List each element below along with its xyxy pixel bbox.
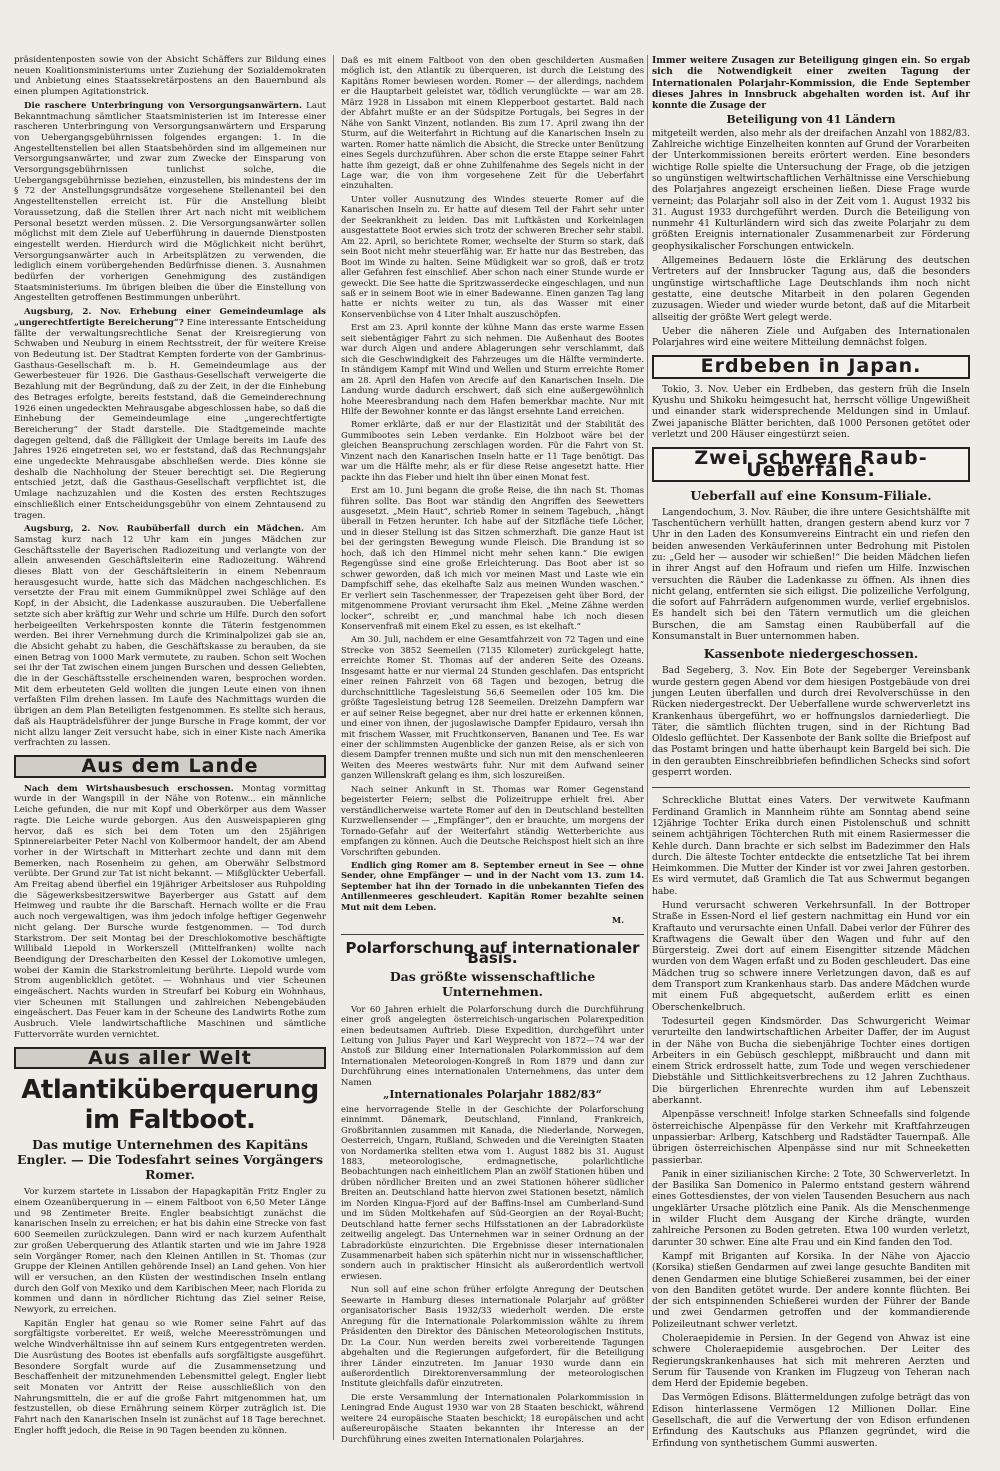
article-lead: Augsburg, 2. Nov. Erhebung einer Gemeindeumlage als „ungerechtfertigte Bereicherung“? (14, 307, 326, 328)
article-paragraph (14, 101, 326, 304)
inline-heading: Beteiligung von 41 Ländern (726, 113, 896, 127)
article-paragraph: Ueber die näheren Ziele und Aufgaben des Internationalen Polarjahres wird eine weitere Mitteilung demnächst folgen. (652, 326, 970, 349)
article-lead: Augsburg, 2. Nov. Raubüberfall durch ein Mädchen. (24, 524, 305, 535)
article-subheadline: Kassenbote niedergeschossen. (703, 646, 919, 662)
article-paragraph: Todesurteil gegen Kindsmörder. Das Schwurgericht Weimar verurteilte den landwirtschaftlichen Arbeiter Daffer, der im August in der Nähe von Bucha die siebenjährige Tochter eines dortigen Arbeiters in ein Gebüsch geschleppt, mißbraucht und dann mit einem Strick erdrosselt hatte, zum Tode und wegen verschiedener Diebstähle und Sittlichkeitsverbrechens zu 12 Jahren Zuchthaus. Die bürgerlichen Ehrenrechte wurden ihm auf Lebenszeit aberkannt. (652, 1016, 970, 1107)
article-paragraph: Romer erklärte, daß er nur der Elastizität und der Stabilität des Gummibootes sein Leben verdanke. Ein Holzboot wäre bei der gleichen Beanspruchung zerschlagen worden. Für die Fahrt von St. Vinzent nach den Kanarischen Inseln hatte er 11 Tage benötigt. Das war um die Hälfte mehr, als er für diese Reise angesetzt hatte. Hier packte ihn das Fieber und hielt ihn über einen Monat fest. (341, 419, 644, 482)
column-left (14, 55, 326, 1439)
article-lead: Nach dem Wirtshausbesuch erschossen. (24, 783, 234, 794)
column-middle (341, 55, 644, 1447)
article-paragraph: Erst am 23. April konnte der kühne Mann das erste warme Essen seit siebentägiger Fahrt zu sich nehmen. Die Außenhaut des Bootes war durch Algen und andere Ablagerungen sehr verschlammt, daß sich die Geschwindigkeit des Fahrzeuges um die Hälfte verminderte. In ständigem Kampf mit Wind und Wellen und Sturm erreichte Romer am 28. April den Hafen von Arecife auf den Kanarischen Inseln. Die Landung wurde dadurch erschwert, daß sich eine außergewöhnlich hohe Meeresbrandung nach dem Hafen bemerkbar machte. Nur mit Hilfe der Bewohner konnte er das längst ersehnte Land erreichen. (341, 322, 644, 416)
article-paragraph: Immer weitere Zusagen zur Beteiligung gingen ein. So ergab sich die Notwendigkeit einer zweiten Tagung der Internationalen Polarjahr-Kommission, die Ende September dieses Jahres in Innsbruck abgehalten worden ist. Auf ihr konnte die Zusage der (652, 55, 970, 112)
column-divider (333, 55, 334, 1440)
inline-heading: „Internationales Polarjahr 1882/83“ (383, 1088, 602, 1102)
article-paragraph: Hund verursacht schweren Verkehrsunfall. In der Bottroper Straße in Essen-Nord el lief gestern nachmittag ein Hund vor ein Kraftauto und verursachte einen Unfall. Dabei verlor der Führer des Kraftwagens die Gewalt über den Wagen und fuhr auf den Bürgersteig. Zwei dort auf einem Eisengitter sitzende Mädchen wurden von dem Wagen erfaßt und zu Boden geschleudert. Das eine Mädchen trug so schwere innere Verletzungen davon, daß es auf dem Transport zum Krankenhaus starb. Das andere Mädchen wurde mit einem Fuß abgequetscht, außerdem erlitt es einen Oberschenkelbruch. (652, 901, 970, 1013)
section-header-box: Zwei schwere Raub-Ueberfälle. (652, 447, 970, 482)
article-headline: Atlantiküberquerung im Faltboot. (21, 1075, 319, 1136)
article-paragraph: Kapitän Engler hat genau so wie Romer seine Fahrt auf das sorgfältigste vorbereitet. Er weiß, welche Meeresströmungen und welche Windverhältnisse ihn auf seinem Kurs entgegentreten werden. Die Ausrüstung des Bootes ist ebenfalls aufs sorgfältigste ausgeführt. Besondere Sorgfalt wurde auf die Zusammensetzung und Beschaffenheit der mitzunehmenden Lebensmittel gelegt. Engler liebt seit Monaten vor Antritt der Reise ausschließlich von den Nahrungsmitteln, die er auf die große Fahrt mitgenommen hat, um festzustellen, ob diese Ernährung seinem Körper zuträglich ist. Die Fahrt nach den Kanarischen Inseln ist zunächst auf 18 Tage berechnet. Engler hofft jedoch, die Reise in 90 Tagen beenden zu können. (14, 1318, 326, 1436)
author-signature: M. (611, 915, 624, 926)
article-body: Am Samstag kurz nach 12 Uhr kam ein junges Mädchen zur Geschäftsstelle der Bayerischen Radiozeitung und verlangte von der allein anwesenden Geschäftsleiterin eine Radiozeitung. Während dieses Blatt von der Geschäftsleiterin in einem Nebenraum herausgesucht wurde, hatte sich das Mädchen nachgeschlichen. Es versetzte der Frau mit einem Gummiknüppel zwei Schläge auf den Kopf, in der Absicht, die Ladenkasse auszurauben. Die Ueberfallene setzte sich aber kräftig zur Wehr und schrie um Hilfe. Durch den sofort herbeigeeilten Verkehrsposten konnte die Täterin festgenommen werden. Bei ihrer Vernehmung durch die Kriminalpolizei gab sie an, die Absicht gehabt zu haben, die Geschäftskasse zu berauben, da sie einen Betrag von 1000 Mark vermutete, zu rauben. Schon seit Wochen sei ihr der Tat zwischen einem jungen Burschen und dessen Geliebten, die in der Geschäftsstelle erscheinenden waren, besprochen worden. Mit dem erbeuteten Geld wollten die jungen Leute einen von ihnen verfaßten Film drehen lassen. Im Laufe des Nachmittags wurden die übrigen an dem Plan Beteiligten festgenommen. Es stellte sich heraus, daß als Haupträdelsführer der junge Bursche in Frage kommt, der vor nicht allzu langer Zeit versucht habe, sich in einer Kiste nach Amerika verfrachten zu lassen. (14, 524, 326, 749)
article-paragraph: Vor kurzem startete in Lissabon der Hapagkapitän Fritz Engler zu einem Ozeanüberquerung in — einem Faltboot von 6,50 Meter Länge und 98 Zentimeter Breite. Engler beabsichtigt zunächst die kanarischen Inseln zu erreichen; er hat bis dahin eine Strecke von fast 600 Seemeilen zurückzulegen. Dann wird er nach kurzem Aufenthalt zur großen Ueberquerung des Atlantik starten und wie im Jahre 1928 sein Vorgänger Romer, nach den Kleinen Antillen in St. Thomas (zur Gruppe der Kleinen Antillen gehörende Insel) an Land gehen. Von hier will er versuchen, an den Küsten der westindischen Inseln entlang durch den Golf von Mexiko und dem Karibischen Meer, nach Florida zu kommen und dann in nördlicher Richtung das Ziel seiner Reise, Newyork, zu erreichen. (14, 1187, 326, 1316)
article-paragraph: mitgeteilt werden, also mehr als der dreifachen Anzahl von 1882/83. Zahlreiche wichtige Einzelheiten konnten auf Grund der Vorarbeiten der Unterkommissionen bereits erörtert werden. Eine besonders wichtige Rolle spielte die Untersuchung der Frage, ob die jetzigen so ungünstigen weltwirtschaftlichen Verhältnisse eine Verschiebung des Polarjahres angezeigt erscheinen ließen. Diese Frage wurde verneint; das Polarjahr soll also in der Zeit vom 1. August 1932 bis 31. August 1933 durchgeführt werden. Durch die Beteiligung von nunmehr 41 Kulturländern wird sich das zweite Polarjahr zu dem größten Ereignis internationaler Zusammenarbeit zur Förderung geophysikalischer Forschungen entwickeln. (652, 128, 970, 252)
article-subheadline: Das größte wissenschaftliche Unternehmen. (389, 968, 596, 999)
article-paragraph: Alpenpässe verschneit! Infolge starken Schneefalls sind folgende österreichische Alpenpässe für den Verkehr mit Kraftfahrzeugen unpassierbar: Arlberg, Katschberg und Radstädter Tauernpaß. Alle übrigen österreichischen Alpenpässe sind nur mit Schneeketten passierbar. (652, 1110, 970, 1166)
article-body: Eine interessante Entscheidung fällte der verwaltungsrechtliche Senat der Kreisregierung von Schwaben und Neuburg in einem Rechtsstreit, der für weitere Kreise von Bedeutung ist. Der Stadtrat Kempten forderte von der Gambrinus-Gasthaus-Gesellschaft m. b. H. Gemeindeumlage aus der Gewerbesteuer für 1926. Die Gasthaus-Gesellschaft verweigerte die Bezahlung mit der Begründung, daß zu der Zeit, in der die Einhebung des Betrages erfolgte, bereits feststand, daß die Gemeinderechnung 1926 einen ungedeckten Mehrausgabe abgeschlossen habe, so daß die Einhebung der Gemeindeumlage eine „ungerechtfertigte Bereicherung“ der Stadt darstelle. Die Stadtgemeinde machte dagegen geltend, daß die Fälligkeit der Umlage bereits im Laufe des Jahres 1926 eingetreten sei, wo er feststand, daß das Rechnungsjahr eine ungedeckte Mehrausgabe abschließen werde. Dies könne sie deshalb die Nachholung der Steuer berechtigt sei. Die Regierung entschied jetzt, daß die Gasthaus-Gesellschaft verpflichtet ist, die Umlage nachzuzahlen und die Kosten des ersten Rechtszuges einschließlich einer Entscheidungsgebühr von einem Zehntausend zu tragen. (14, 317, 326, 521)
article-paragraph: Allgemeines Bedauern löste die Erklärung des deutschen Vertreters auf der Innsbrucker Tagung aus, daß die besonders ungünstige wirtschaftliche Lage Deutschlands ihm noch nicht gestatte, eine deutsche Mitarbeit in den polaren Gegenden zuzusagen. Wieder und wieder wurde betont, daß auf die Mitarbeit allseitig der größte Wert gelegt werde. (652, 256, 970, 323)
article-paragraph: Daß es mit einem Faltboot von den oben geschilderten Ausmaßen möglich ist, den Atlantik zu überqueren, ist durch die Leistung des Kapitäns Romer bewiesen worden. Romer — der allerdings, nachdem er die Hauptarbeit geleistet war, tödlich verunglückte — war am 28. März 1928 in Lissabon mit einem Klepperboot gestartet. Bald nach der Abfahrt mußte er an der Südspitze Portugals, bei Segres in der Nähe von Sankt Vinzent, notlanden. Bis zum 17. April zwang ihn der Sturm, auf die Weiterfahrt in Richtung auf die Kanarischen Inseln zu warten. Romer hatte nämlich die Absicht, die Strecke unter Benützung eines Segels durchzuführen. Aber schon die erste Etappe seiner Fahrt hatte ihm gezeigt, daß er ohne Zuhilfenahme des Segels nicht in der Lage war, die von ihm vorgesehene Zeit für die Ueberfahrt einzuhalten. (341, 55, 644, 191)
article-paragraph: Das Vermögen Edisons. Blättermeldungen zufolge beträgt das von Edison hinterlassene Vermögen 12 Millionen Dollar. Eine Gesellschaft, die auf die Verwertung der von Edison erfundenen Erfindung des Kautschuks aus Pflanzen gegründet, wird die Erfindung von synthetischem Gummi auswerten. (652, 1393, 970, 1449)
section-header-box: Erdbeben in Japan. (652, 355, 970, 378)
article-paragraph: Choleraepidemie in Persien. In der Gegend von Ahwaz ist eine schwere Choleraepidemie ausgebrochen. Der Leiter des Regierungskrankenhauses hat sich mit mehreren Aerzten und Serum für Tausende von Kranken im Flugzeug von Teheran nach dem Herd der Epidemie begeben. (652, 1333, 970, 1390)
article-paragraph: eine hervorragende Stelle in der Geschichte der Polarforschung einnimmt. Dänemark, Deutschland, Finnland, Frankreich, Großbritannien zusammen mit Kanada, die Niederlande, Norwegen, Oesterreich, Ungarn, Rußland, Schweden und die Vereinigten Staaten von Nordamerika stellten etwa vom 1. August 1882 bis 31. August 1883, meteorologische, erdmagnetische, polarlichtliche Beobachtungen nach einheitlichem Plan an zwölf Stationen hüben und drüben nördlicher Breiten und an zwei Stationen höherer südlicher Breiten an. Deutschland hatte hiervon zwei Stationen besetzt, nämlich im Norden Kingua-Fjord auf der Baffins-Insel am Cumberland-Sund und im Süden Moltkehafen auf Süd-Georgien an der Royal-Bucht; Deutschland hatte ferner sechs Hilfsstationen an der Labradorküste zeitweilig angelegt. Das Unternehmen war in seiner Ordnung an der Labradorküste einzurichten. Die Ergebnisse dieser internationalen Zusammenarbeit haben sich späterhin nicht nur in wissenschaftlicher, sondern auch in praktischer Hinsicht als außerordentlich wertvoll erwiesen. (341, 1103, 644, 1281)
article-paragraph: Schreckliche Bluttat eines Vaters. Der verwitwete Kaufmann Ferdinand Gramlich in Mannheim rühte am Sonntag abend seine 12jährige Tochter Erika durch einen Pistolenschuß und schnitt seinem achtjährigen Töchterchen Ruth mit einem Rasiermesser die Kehle durch. Dann brachte er sich selbst im Badezimmer den Hals durch. Die älteste Tochter entdeckte die entsetzliche Tat bei ihrem Heimkommen. Die Mutter der Kinder ist vor zwei Jahren gestorben. Es wird vermutet, daß Gramlich die Tat aus Schwermut begangen habe. (652, 796, 970, 897)
article-paragraph (14, 784, 326, 1041)
article-subheadline: Das mutige Unternehmen des Kapitäns Engler. — Die Todesfahrt seines Vorgängers Romer. (16, 1137, 324, 1183)
article-headline: Polarforschung auf internationaler Basis. (345, 938, 640, 968)
article-paragraph: Bad Segeberg, 3. Nov. Ein Bote der Segeberger Vereinsbank wurde gestern gegen Abend vor dem hiesigen Postgebäude von drei jungen Leuten überfallen und durch drei Revolverschüsse in den Rücken niedergestreckt. Der Ueberfallene wurde schwerverletzt ins Krankenhaus übergeführt, wo er hoffnungslos darniederliegt. Die Täter, die sämtlich flüchten trugen, sind in der Richtung Bad Oldeslo geflüchtet. Der Kassenbote der Bank sollte die Briefpost auf das Postamt bringen und hatte überhaupt kein Bargeld bei sich. Die in den geraubten Einschreibbriefen befindlichen Schecks sind sofort gesperrt worden. (652, 666, 970, 779)
article-paragraph: Langendochum, 3. Nov. Räuber, die ihre untere Gesichtshälfte mit Taschentüchern verhüllt hatten, drangen gestern abend kurz vor 7 Uhr in den Laden des Konsumvereins Eintracht ein und riefen den beiden anwesenden Verkäuferinnen unter Bedrohung mit Pistolen zu: „Geld her — ausoder wir schießen!“ Die beiden Mädchen liefen in ihrer Angst auf den Hofraum und riefen um Hilfe. Inzwischen versuchten die Räuber die Ladenkasse zu öffnen. Als ihnen dies nicht gelang, entfernten sie sich eiligst. Die polizeiliche Verfolgung, die sofort auf Fahrrädern aufgenommen wurde, verlief ergebnislos. Es handelt sich bei den Tätern vermutlich um die gleichen Burschen, die am Samstag einen Raubüberfall auf die Konsumanstalt in Buer unternommen haben. (652, 507, 970, 643)
article-paragraph: Die erste Versammlung der Internationalen Polarkommission in Leningrad Ende August 1930 war von 28 Staaten beschickt, während weitere 24 europäische Staaten beschickt; 18 europäischen und acht außereuropäische Staaten bekannten ihr Interesse an der Durchführung eines zweiten Internationalen Polarjahres. (341, 1391, 644, 1444)
article-paragraph: Tokio, 3. Nov. Ueber ein Erdbeben, das gestern früh die Inseln Kyushu und Shikoku heimgesucht hat, herrscht völlige Ungewißheit und einander stark widersprechende Meldungen sind in Umlauf. Zwei japanische Blätter berichten, daß 1000 Personen getötet oder verletzt und 200 Häuser eingestürzt seien. (652, 384, 970, 440)
article-lead: Die raschere Unterbringung von Versorgungsanwärtern. (24, 100, 302, 111)
article-paragraph: Am 30. Juli, nachdem er eine Gesamtfahrzeit von 72 Tagen und eine Strecke von 3852 Seemeilen (7135 Kilometer) zurückgelegt hatte, erreichte Romer St. Thomas auf der anderen Seite des Ozeans. Insgesamt hatte er nur viermal 24 Stunden geschlafen. Das entspricht einer reinen Fahrzeit von 68 Tagen und bezogen, betrug die durchschnittliche Tagesleistung 56,6 Seemeilen oder 105 km. Die größte Tagesleistung betrug 128 Seemeilen. Dreizehn Dampfern war er auf seiner Reise begegnet, aber nur drei hatte er erkennen können, und einer von ihnen, der jugoslawische Dampfer Epidauro, versah ihn mit frischem Wasser, mit Fruchtkonserven, Bananen und Tee. Es war einer der schlimmsten Augenblicke der ganzen Reise, als er sich von diesem Dampfer trennen mußte und sich nun mit den menschenleeren Weiten des Meeres westwärts fuhr. Nur mit dem Aufwand seiner ganzen Willenskraft gelang es ihm, sich loszureißen. (341, 634, 644, 781)
divider (341, 934, 644, 935)
article-paragraph: Vor 60 Jahren erhielt die Polarforschung durch die Durchführung einer groß angelegten österreichisch-ungarischen Polarexpedition einen bedeutsamen Auftrieb. Diese Expedition, durchgeführt unter Leitung von Julius Payer und Karl Weyprecht von 1872—74 war der Anstoß zur Bildung einer Internationalen Polarkommission auf dem Internationalen Meteorologen-Kongreß in Rom 1879 und dann zur Durchführung eines internationalen Unternehmens, das unter dem Namen (341, 1003, 644, 1087)
article-paragraph: Unter voller Ausnutzung des Windes steuerte Romer auf die Kanarischen Inseln zu. Er hatte auf diesem Teil der Fahrt sehr unter der Seekrankheit zu leiden. Das mit Luftkästen und Korkeinlagen ausgestattete Boot erwies sich trotz der schweren Brecher sehr stabil. Am 22. April, so berichtete Romer, wechselte der Sturm so stark, daß sein Boot nicht mehr steuerfähig war. Er hatte nur das Bestreben, das Boot im Winde zu halten. Seine Müdigkeit war so groß, daß er trotz aller Gefahren fest einschlief. Aber schon nach einer Stunde wurde er geweckt. Die See hatte die Spritzwasserdecke eingeschlagen, und nun saß er in seinem Boot wie in einer Badewanne. Einen ganzen Tag lang hatte er nichts weiter zu tun, als das Wasser mit einer Konservenbüchse von 4 Liter Inhalt auszuschöpfen. (341, 193, 644, 319)
article-paragraph: Erst am 10. Juni begann die große Reise, die ihn nach St. Thomas führen sollte. Das Boot war ständig den Angriffen des Seewetters ausgesetzt. „Mein Haut“, schrieb Romer in seinem Tagebuch, „hängt überall in Fetzen herunter. Ich habe auf der Sitzfläche tiefe Löcher, und in dieser Stellung ist das Sitzen schmerzhaft. Die ganze Haut ist bei der geringsten Bewegung wunde Fleisch. Die Brandung ist so hoch, daß ich den Himmel nicht mehr sehen kann.“ Die ewigen Regengüsse sind eine große Erleichterung. Das Boot aber ist so schwer geworden, daß ich mich vor meinen Mast und Laste wie ein Dampfschiff sehe, das ekelhafte Salz aus meinen Wunden waschen.“ Er verliert sein Taschenmesser, der Trapezeisen geht über Bord, der mitgenommene Proviant verursacht ihm Ekel. „Meine Zähne werden locker“, schreibt er, „und manchmal habe ich noch diesen Konservenfraß mit einem Ekel zu essen, es ist ekelhaft.“ (341, 485, 644, 632)
article-subheadline: Ueberfall auf eine Konsum-Filiale. (690, 487, 932, 503)
article-body: Laut Bekanntmachung sämtlicher Staatsministerien ist im Interesse einer rascheren Unterbringung von Versorgungsanwärtern und Ersparung von Uebergangsgebührnissen folgendes ergangen: 1. In die Angestelltenstellen bei allen Staatsbehörden sind im allgemeinen nur Versorgungsanwärter, und zwar zum Zwecke der Einsparung von Versorgungsgebührnissen tunlichst solche, die Uebergangsgebührnisse beziehen, einzustellen, bis mindestens der im § 72 der Anstellungsgrundsätze vorgesehene Stellenanteil bei den Angestelltenstellen erreicht ist. Für die Anstellung bleibt Voraussetzung, daß die Stellen ihrer Art nach nicht mit weiblichem Personal besetzt werden müssen. 2. Die Versorgungsanwärter sollen möglichst mit dem Ziele auf Ueberführung in dauernde Dienstposten eingestellt werden. Hierdurch wird die Möglichkeit nicht berührt, Versorgungsanwärter auch in Arbeitsplätzen zu verwenden, die lediglich einem vorübergehenden Bedürfnisse dienen. 3. Ausnahmen bedürfen der vorherigen Genehmigung des zuständigen Staatsministeriums. Im übrigen bleiben die über die Einstellung von Angestellten getroffenen Bestimmungen unberührt. (14, 100, 326, 304)
article-paragraph (14, 524, 326, 749)
section-header-box: Aus dem Lande (14, 755, 326, 778)
article-body: Montag vormittag wurde in der Wangspill in der Nähe von Rotenw... ein männliche Leiche gefunden, die nur mit Kopf und Oberkörper aus dem Wasser ragte. Die Leiche wurde geborgen. Aus den Ausweispapieren ging hervor, daß es sich bei dem Toten um den 25jährigen Spinnereiarbeiter Peter Nachl von Kolbermoor handelt, der am Abend vorher in der Wirtschaft in Mitterhart zechte und dann mit dem Bemerken, nach Rosenheim zu gehen, am Oberwähr Selbstmord verübte. Der Grund zur Tat ist nicht bekannt. — Mißglückter Ueberfall. Am Freitag abend überfiel ein 19jähriger Arbeitsloser aus Ruhpolding die Sägewerksbesitzerswitwe Bayerberger aus Gstatt auf dem Heimweg und raubte ihr die Barschaft. Hernach wollte er die Frau auch noch vergewaltigen, was ihm jedoch infolge heftiger Gegenwehr nicht gelang. Der Bursche wurde festgenommen. — Tod durch Starkstrom. Der seit Montag bei der Dreschlokomotive beschäftigte Willibald Liepold in Workerszell (Mittelfranken) wollte nach Beendigung der Drescharbeiten den Kessel der Lokomotive umlegen, wobei der Kamin die Starkstromleitung berührte. Liepold wurde vom Strom augenblicklich getötet. — Wohnhaus und vier Scheunen eingeäschert. Nachts wurden in Streufarf bei Koburg ein Wohnhaus, vier Scheunen mit Stallungen und zahlreichen Nebengebäuden eingeäschert. Das Feuer kam in der Scheune des Landwirts Rothe zum Ausbruch. Viele landwirtschaftliche Maschinen und sämtliche Futtervorräte wurden vernichtet. (14, 783, 326, 1040)
article-paragraph (14, 307, 326, 521)
article-paragraph: Panik in einer sizilianischen Kirche: 2 Tote, 30 Schwerverletzt. In der Basilika San Domenico in Palermo entstand gestern während eines Gottesdienstes, der von vielen Tausenden Besuchern aus nach ungeklärter Ursache plötzlich eine Panik. Als die Menschenmenge in wilder Flucht dem Ausgang der Kirche drängte, wurden zahlreiche Personen zu Boden getreten. Etwa 100 wurden verletzt, darunter 30 schwer. Eine alte Frau und ein Kind fanden den Tod. (652, 1169, 970, 1248)
section-header-box: Aus aller Welt (14, 1047, 326, 1070)
article-paragraph: Kampf mit Briganten auf Korsika. In der Nähe von Ajaccio (Korsika) stießen Gendarmen auf zwei lange gesuchte Banditen mit denen Gendarmen eine blutige Schießerei zusammen, bei der einer von den Banditen getötet wurde. Der andere konnte flüchten. Bei der sich entspinnenden Schießerei wurden der Führer der Bande und zwei Gendarmen getroffen und der kommandierende Polizeileutnant schwer verletzt. (652, 1251, 970, 1330)
article-paragraph: Endlich ging Romer am 8. September erneut in See — ohne Sender, ohne Empfänger — und in der Nacht vom 13. zum 14. September hat ihn der Tornado in die unbekannten Tiefen des Antillenmeeres geschleudert. Kapitän Romer bezahlte seinen Mut mit dem Leben. (341, 859, 644, 912)
column-divider (647, 55, 648, 1440)
column-right (652, 55, 970, 1453)
divider (652, 787, 970, 788)
article-paragraph: Nun soll auf eine schon früher erfolgte Anregung der Deutschen Seewarte in Hamburg dieses internationale Polarjahr auf größter organisatorischer Basis 1932/33 wiederholt werden. Die erste Anregung für die Internationale Polarkommission wählte zu ihrem Präsidenten den Direktor des Dänischen Meteorologischen Instituts, Dr. La Cour. Nun werden bereits zwei vorbereitende Tagungen abgehalten und die Regierungen aufgefordert, für die Beteiligung ihrer Länder einzutreten. Im Januar 1930 wurde dann ein außerordentlich Direktorenversammlung der meteorologischen Institute gleichfalls dafür einzutreten. (341, 1284, 644, 1389)
article-paragraph: präsidentenposten sowie von der Absicht Schäffers zur Bildung eines neuen Koalitionsministeriums unter Zuziehung der Sozialdemokraten und Anbietung eines Staatssekretärpostens an den Bauernbund als einen plumpen Agitationstrick. (14, 55, 326, 98)
article-paragraph: Nach seiner Ankunft in St. Thomas war Romer Gegenstand begeisterter Feiern; selbst die Polizeitruppe erhielt frei. Aber verständlicherweise wartete Romer auf den in Deutschland bestellten Kurzwellensender — „Empfänger“, den er brauchte, um morgens der Tornado-Gefahr auf der Weiterfahrt ständig Wetterberichte aus empfangen zu können. Auch die Deutsche Reichspost hielt sich an ihre Vorschriften gebunden. (341, 783, 644, 857)
